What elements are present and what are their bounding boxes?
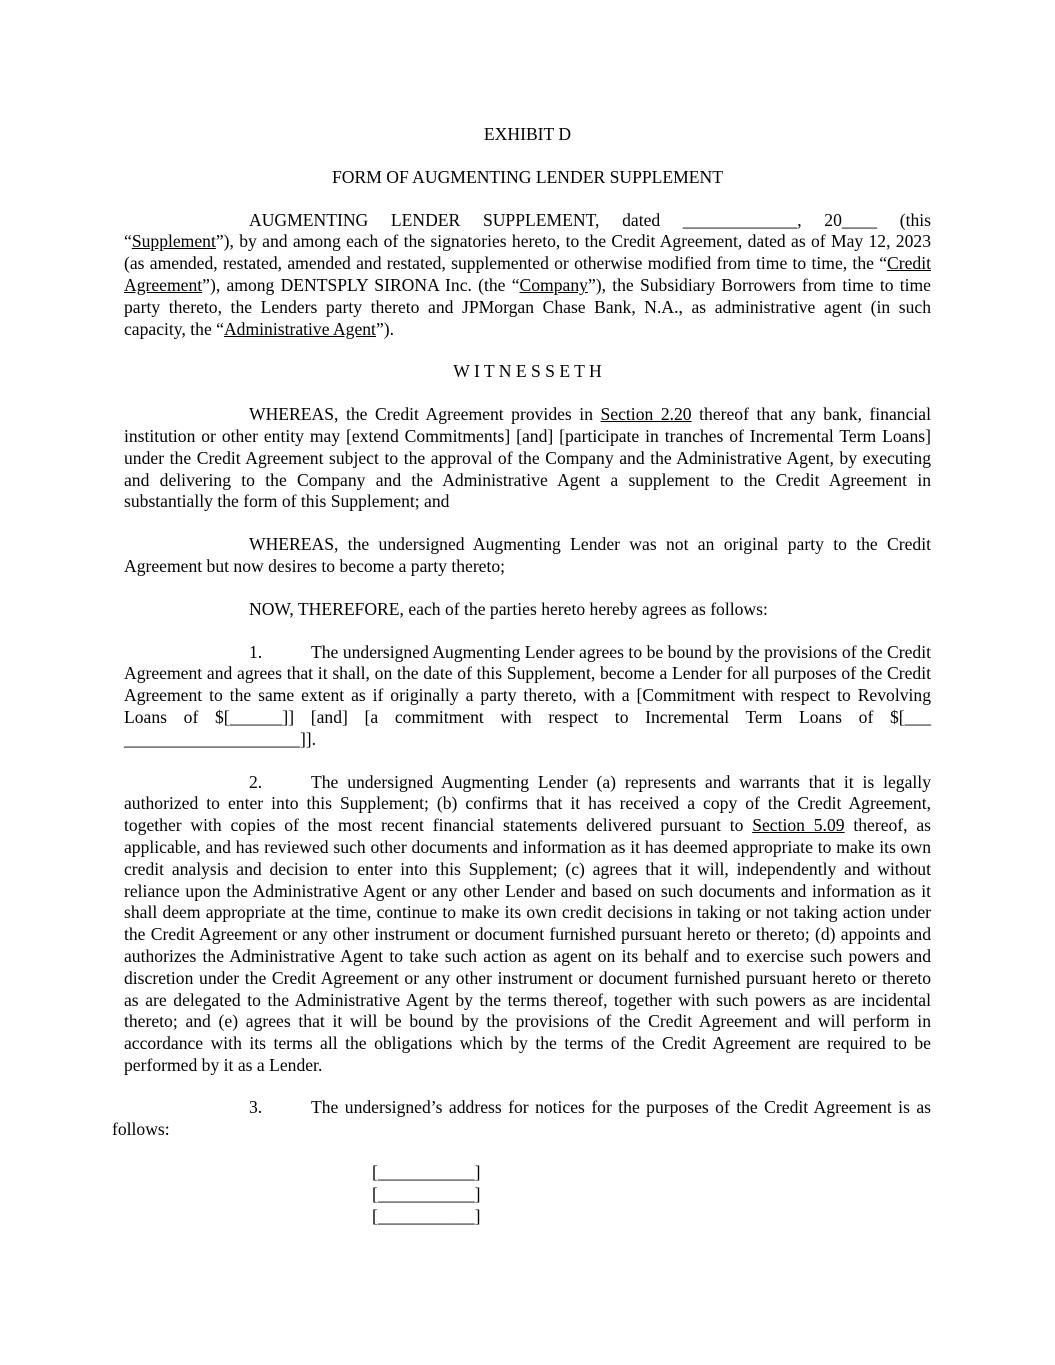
paragraph-3-text: The undersigned’s address for notices for the purposes of the Credit Agreement is as follows: [112,1097,931,1139]
numbered-paragraph-3 [112,1097,931,1141]
now-therefore-paragraph: NOW, THEREFORE, each of the parties hereto hereby agrees as follows: [249,598,768,619]
intro-text-3: ”), among DENTSPLY SIRONA Inc. (the “ [202,274,520,295]
paragraph-1-text: The undersigned Augmenting Lender agrees to be bound by the provisions of the Credit Agreement and agrees that it shall, on the date of this Supplement, become a Lender for all purposes of the Credit Agreement to the same extent as if originally a party thereto, with a [Commitment with respect to Revolving Loans of $[______]] [and] [a commitment with respect to Incremental Term Loans of $[___ ____________________]]. [124,641,931,749]
paragraph-number-2: 2. [249,771,263,792]
defined-term-supplement: Supplement [131,231,216,252]
whereas1-text-2: thereof that any bank, financial institution or other entity may [extend Commitments] [and] [participate in tranches of Incremental Term Loans] under the Credit Agreement subject to the approval of the Company and the Administrative Agent, by executing and delivering to the Company and the Administrative Agent a supplement to the Credit Agreement in substantially the form of this Supplement; and [124,404,931,512]
defined-term-credit-agreement: Credit Agreement [124,253,931,295]
witnesseth-heading: W I T N E S S E T H [453,361,602,382]
address-block [372,1162,572,1227]
paragraph-number-1: 1. [249,641,263,662]
numbered-paragraph-1 [124,642,931,751]
whereas-paragraph-2: WHEREAS, the undersigned Augmenting Lender was not an original party to the Credit Agreement but now desires to become a party thereto; [124,534,931,576]
document-body [124,124,931,1098]
numbered-paragraph-2 [124,772,931,1077]
exhibit-heading: EXHIBIT D [483,124,572,144]
intro-text-2: ”), by and among each of the signatories hereto, to the Credit Agreement, dated as of May 12, 2023 (as amended, restated, amended and restated, supplemented or otherwise modified from time to time, the “ [124,231,931,274]
intro-text-5: ”). [375,318,395,339]
address-line-2: [___________] [372,1183,481,1204]
address-line-3: [___________] [372,1205,481,1226]
defined-term-company: Company [519,274,588,295]
section-reference-5-09: Section 5.09 [752,815,845,836]
whereas-paragraph-1 [124,404,931,513]
intro-paragraph [124,210,931,341]
paragraph-2-text-2: thereof, as applicable, and has reviewed such other documents and information as it has deemed appropriate to make its own credit analysis and decision to enter into this Supplement; (c) agrees that it will, independently and without reliance upon the Administrative Agent or any other Lender and based on such documents and information as it shall deem appropriate at the time, continue to make its own credit decisions in taking or not taking action under the Credit Agreement or any other instrument or document furnished pursuant hereto or thereto; (d) appoints and authorizes the Administrative Agent to take such action as agent on its behalf and to exercise such powers and discretion under the Credit Agreement or any other instrument or document furnished pursuant hereto or thereto as are delegated to the Administrative Agent by the terms thereof, together with such powers as are incidental thereto; and (e) agrees that it will be bound by the provisions of the Credit Agreement and will perform in accordance with its terms all the obligations which by the terms of the Credit Agreement are required to be performed by it as a Lender. [124,815,932,1075]
defined-term-administrative-agent: Administrative Agent [223,318,376,339]
section-reference-2-20: Section 2.20 [600,404,692,425]
form-title: FORM OF AUGMENTING LENDER SUPPLEMENT [332,166,723,187]
paragraph-2-text-1: The undersigned Augmenting Lender (a) represents and warrants that it is legally authorized to enter into this Supplement; (b) confirms that it has received a copy of the Credit Agreement, together with copies of the most recent financial statements delivered pursuant to [124,771,931,836]
address-line-1: [___________] [372,1162,481,1182]
intro-text-4: ”), the Subsidiary Borrowers from time to time party thereto, the Lenders party thereto and JPMorgan Chase Bank, N.A., as administrative agent (in such capacity, the “ [124,274,931,339]
intro-text-1: AUGMENTING LENDER SUPPLEMENT, dated _____________, 20____ (this “ [124,209,931,252]
whereas1-text-1: WHEREAS, the Credit Agreement provides in [249,404,601,425]
paragraph-number-3: 3. [249,1097,263,1117]
